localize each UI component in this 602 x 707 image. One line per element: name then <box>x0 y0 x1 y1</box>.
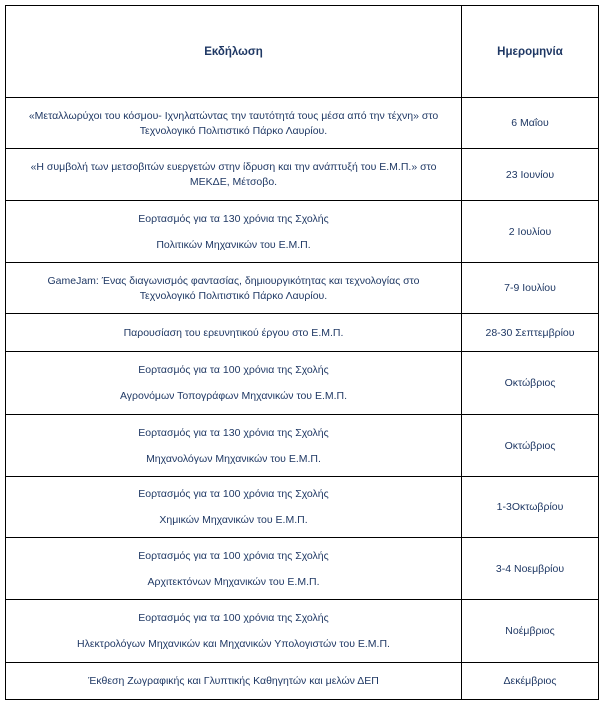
event-line: Εορτασμός για τα 100 χρόνια της Σχολής <box>138 549 329 562</box>
table-row <box>6 314 599 352</box>
table-row <box>6 149 599 201</box>
table-row <box>6 600 599 663</box>
event-line: Αγρονόμων Τοπογράφων Μηχανικών του Ε.Μ.Π. <box>119 390 348 402</box>
event-line: Εορτασμός για τα 130 χρόνια της Σχολής <box>138 426 329 439</box>
event-line: Αρχιτεκτόνων Μηχανικών του Ε.Μ.Π. <box>147 575 320 588</box>
event-cell <box>6 201 462 263</box>
date-cell: Νοέμβριος <box>462 600 599 663</box>
date-cell: 23 Ιουνίου <box>462 149 599 201</box>
event-line: Εορτασμός για τα 100 χρόνια της Σχολής <box>138 364 329 376</box>
event-line: ΜΕΚΔΕ, Μέτσοβο. <box>189 176 278 188</box>
table-row <box>6 415 599 477</box>
header-event: Εκδήλωση <box>6 6 462 98</box>
date-cell: 28-30 Σεπτεμβρίου <box>462 314 599 352</box>
event-cell <box>6 263 462 314</box>
event-line: Τεχνολογικό Πολιτιστικό Πάρκο Λαυρίου. <box>139 289 328 302</box>
date-cell: 6 Μαΐου <box>462 98 599 149</box>
events-table <box>5 5 599 700</box>
event-line: Χημικών Μηχανικών του Ε.Μ.Π. <box>159 514 308 526</box>
event-line: Ηλεκτρολόγων Μηχανικών και Μηχανικών Υπολογιστών του Ε.Μ.Π. <box>77 638 390 650</box>
event-line: Τεχνολογικό Πολιτιστικό Πάρκο Λαυρίου. <box>139 124 328 137</box>
date-cell: Οκτώβριος <box>462 352 599 415</box>
table-row <box>6 201 599 263</box>
event-line: Μηχανολόγων Μηχανικών του Ε.Μ.Π. <box>146 452 321 465</box>
event-line: Εορτασμός για τα 100 χρόνια της Σχολής <box>138 488 329 500</box>
table-row <box>6 98 599 149</box>
event-line: Εορτασμός για τα 100 χρόνια της Σχολής <box>138 612 329 624</box>
event-cell <box>6 415 462 477</box>
event-line: Έκθεση Ζωγραφικής και Γλυπτικής Καθηγητών και μελών ΔΕΠ <box>88 675 379 687</box>
event-line: «Η συμβολή των μετσοβιτών ευεργετών στην ίδρυση και την ανάπτυξή του Ε.Μ.Π.» στο <box>30 161 437 173</box>
event-cell <box>6 314 462 352</box>
date-cell: 2 Ιουλίου <box>462 201 599 263</box>
event-cell <box>6 600 462 663</box>
event-line: Πολιτικών Μηχανικών του Ε.Μ.Π. <box>156 238 311 251</box>
event-cell <box>6 149 462 201</box>
table-row <box>6 352 599 415</box>
event-line: «Μεταλλωρύχοι του κόσμου- Ιχνηλατώντας την ταυτότητά τους μέσα από την τέχνη» στο <box>28 109 439 122</box>
event-line: Εορτασμός για τα 130 χρόνια της Σχολής <box>138 212 329 225</box>
header-row <box>6 6 599 98</box>
date-cell: Οκτώβριος <box>462 415 599 477</box>
event-cell <box>6 538 462 600</box>
event-line: Παρουσίαση του ερευνητικού έργου στο Ε.Μ.Π. <box>123 326 344 339</box>
date-cell: 7-9 Ιουλίου <box>462 263 599 314</box>
table-row <box>6 477 599 538</box>
date-cell: 3-4 Νοεμβρίου <box>462 538 599 600</box>
event-cell <box>6 663 462 700</box>
event-cell <box>6 98 462 149</box>
event-cell <box>6 477 462 538</box>
table-row <box>6 263 599 314</box>
date-cell: 1-3Οκτωβρίου <box>462 477 599 538</box>
event-line: GameJam: Ένας διαγωνισμός φαντασίας, δημιουργικότητας και τεχνολογίας στο <box>47 274 420 287</box>
header-date: Ημερομηνία <box>462 6 599 98</box>
date-cell: Δεκέμβριος <box>462 663 599 700</box>
table-row <box>6 538 599 600</box>
event-cell <box>6 352 462 415</box>
table-row <box>6 663 599 700</box>
